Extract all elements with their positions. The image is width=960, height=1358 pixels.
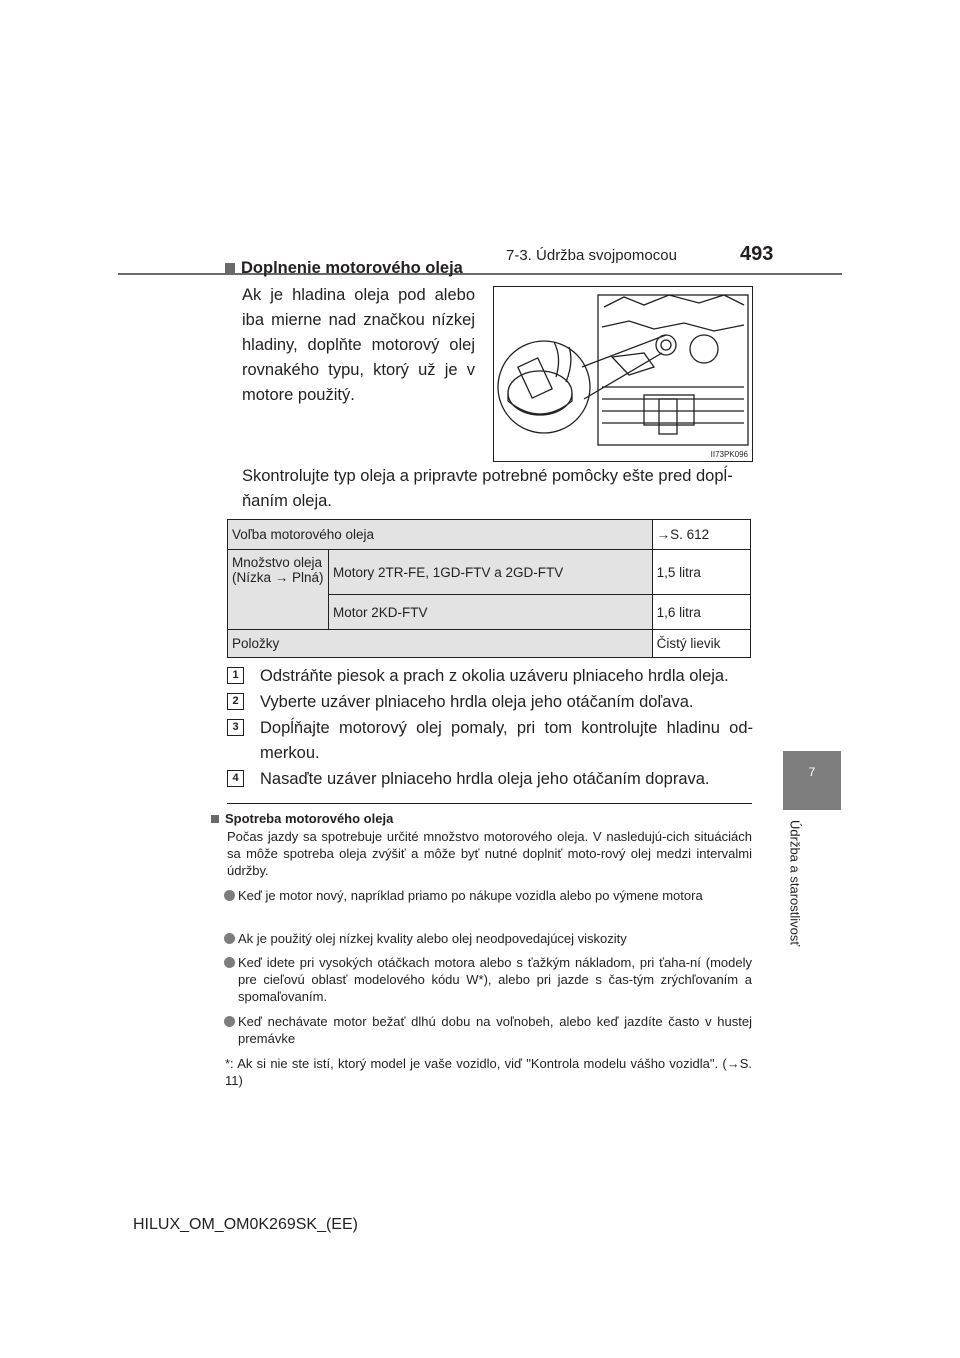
chapter-title-vertical <box>780 820 810 970</box>
intro-paragraph: Ak je hladina oleja pod alebo iba mierne nad značkou nízkej hladiny, doplňte motorový olej rovnakého typu, ktorý už je v motore použitý. <box>242 286 475 404</box>
note-body: Počas jazdy sa spotrebuje určité množstvo motorového oleja. V nasledujú-cich situáciách sa môže spotreba oleja zvýšiť a môže byť nutné doplniť moto-rový olej medzi intervalmi údržby. <box>227 829 752 878</box>
section-heading-text: Doplnenie motorového oleja <box>241 259 463 277</box>
heading-square-icon <box>225 263 235 273</box>
bullet-text: Keď je motor nový, napríklad priamo po nákupe vozidla alebo po výmene motora <box>238 888 703 903</box>
step-text: Odstráňte piesok a prach z okolia uzáveru plniaceho hrdla oleja. <box>260 667 729 685</box>
note-square-icon <box>211 815 219 823</box>
page-number: 493 <box>740 243 774 265</box>
oil-filler-cap-illustration <box>493 286 753 462</box>
table-items-label: Položky <box>228 630 653 658</box>
table-engine-a: Motory 2TR-FE, 1GD-FTV a 2GD-FTV <box>329 550 653 595</box>
chapter-tab <box>783 751 841 810</box>
check-paragraph: Skontrolujte typ oleja a pripravte potrebné pomôcky ešte pred dopĺ-ňaním oleja. <box>242 467 733 510</box>
chapter-title: Údržba a starostlivosť <box>787 820 803 947</box>
step-number: 3 <box>227 719 244 736</box>
chapter-number: 7 <box>808 765 816 779</box>
table-engine-a-value: 1,5 litra <box>652 550 750 595</box>
step-number: 1 <box>227 667 244 684</box>
bullet-text: Keď nechávate motor bežať dlhú dobu na voľnobeh, alebo keď jazdíte často v hustej premávke <box>238 1014 752 1046</box>
step-item <box>227 767 753 792</box>
step-text: Dopĺňajte motorový olej pomaly, pri tom kontrolujte hladinu od-merkou. <box>260 719 753 762</box>
footnote: *: Ak si nie ste istí, ktorý model je vaše vozidlo, viď "Kontrola modelu vášho vozidla". (→S. 11) <box>225 1056 752 1088</box>
table-engine-b: Motor 2KD-FTV <box>329 595 653 630</box>
section-heading <box>225 259 463 278</box>
step-item <box>227 690 753 715</box>
section-divider <box>227 803 752 804</box>
engine-oil-cap-icon <box>494 287 752 461</box>
note-bullet <box>224 954 752 1005</box>
header-section-title: 7-3. Údržba svojpomocou <box>506 247 677 264</box>
step-item <box>227 716 753 766</box>
note-bullet <box>224 887 752 904</box>
bullet-dot-icon <box>224 957 235 968</box>
note-heading-text: Spotreba motorového oleja <box>225 811 394 826</box>
step-number: 2 <box>227 693 244 710</box>
bullet-text: Ak je použitý olej nízkej kvality alebo olej neodpovedajúcej viskozity <box>238 931 627 946</box>
bullet-dot-icon <box>224 890 235 901</box>
bullet-text: Keď idete pri vysokých otáčkach motora alebo s ťažkým nákladom, pri ťaha-ní (modely pre cieľovú oblasť modelového kódu W*), alebo pri jazde s čas-tým zrýchľovaním a spomaľovaním. <box>238 955 752 1004</box>
note-bullet <box>224 930 752 947</box>
illustration-code: II73PK096 <box>710 450 748 459</box>
footer-document-code: HILUX_OM_OM0K269SK_(EE) <box>133 1216 358 1233</box>
table-items-value: Čistý lievik <box>652 630 750 658</box>
step-item <box>227 664 753 689</box>
note-bullet <box>224 1013 752 1047</box>
oil-info-table <box>227 519 751 658</box>
step-text: Nasaďte uzáver plniaceho hrdla oleja jeho otáčaním doprava. <box>260 770 710 788</box>
table-engine-b-value: 1,6 litra <box>652 595 750 630</box>
table-row-label: Voľba motorového oleja <box>228 520 653 550</box>
table-row-value: →S. 612 <box>652 520 750 550</box>
table-qty-label: Množstvo oleja (Nízka → Plná) <box>228 550 329 630</box>
bullet-dot-icon <box>224 1016 235 1027</box>
bullet-dot-icon <box>224 933 235 944</box>
note-heading <box>211 811 393 826</box>
step-number: 4 <box>227 770 244 787</box>
step-text: Vyberte uzáver plniaceho hrdla oleja jeho otáčaním doľava. <box>260 693 694 711</box>
